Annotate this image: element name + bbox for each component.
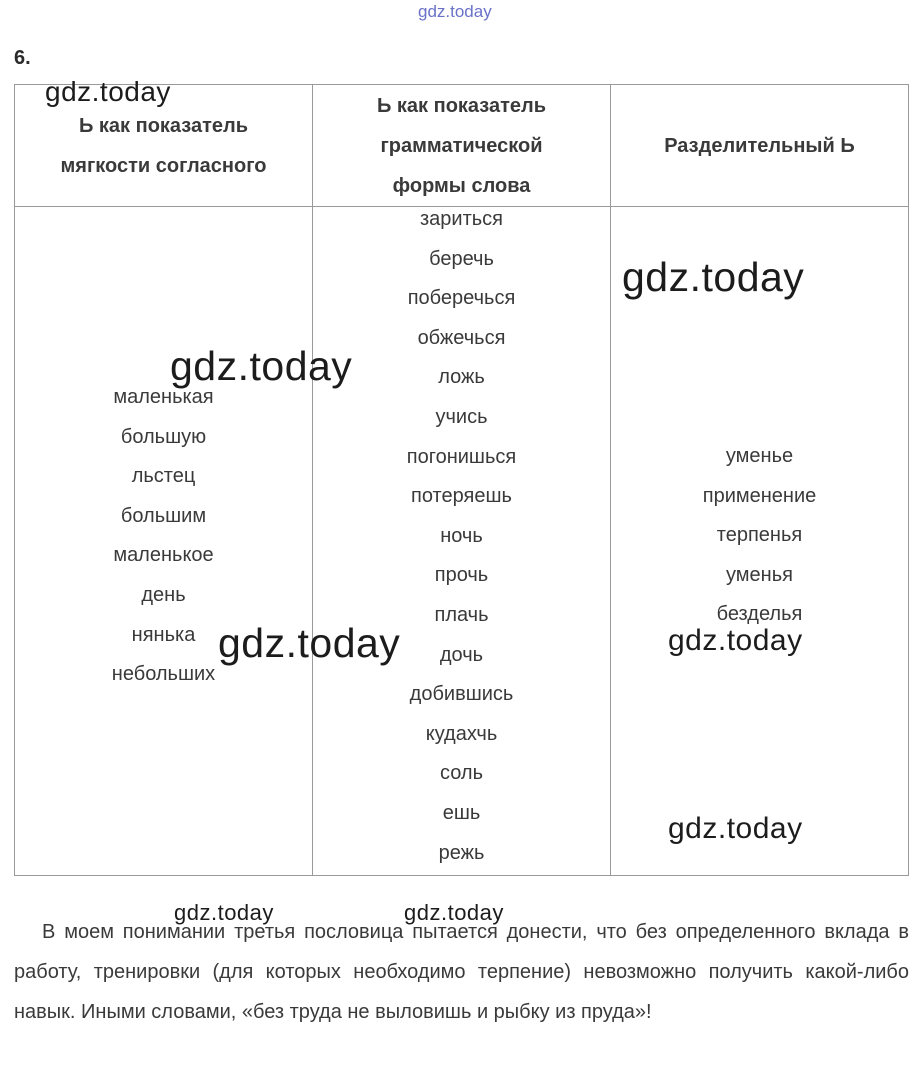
header-line: формы слова bbox=[392, 174, 531, 197]
watermark: gdz.today bbox=[174, 900, 274, 925]
word-item: обжечься bbox=[417, 326, 506, 349]
answer-paragraph: В моем понимании третья пословица пытается донести, что без определенного вклада в работу, тренировки (для которых необходимо терпение) невозможно получить какой-либо навык. Иными словами, «без труда не выловишь и рыбку из пруда»! bbox=[14, 921, 909, 1023]
word-item: соль bbox=[440, 762, 483, 785]
header-separating-soft-sign bbox=[611, 85, 908, 206]
word-item: уменья bbox=[726, 563, 793, 586]
watermark: gdz.today bbox=[404, 900, 504, 925]
top-watermark: gdz.today bbox=[418, 2, 492, 21]
word-item: уменье bbox=[725, 445, 794, 467]
word-item: плачь bbox=[434, 603, 489, 626]
word-item: безделья bbox=[716, 603, 803, 626]
header-line: грамматической bbox=[380, 134, 543, 157]
word-item: день bbox=[141, 583, 186, 606]
task-number: 6. bbox=[14, 47, 31, 69]
watermark: gdz.today bbox=[218, 620, 401, 666]
word-item: беречь bbox=[429, 247, 494, 270]
word-item: добившись bbox=[409, 683, 514, 706]
header-line: Ь как показатель bbox=[376, 94, 547, 117]
word-item: потеряешь bbox=[411, 485, 512, 508]
word-item: ночь bbox=[440, 524, 483, 547]
word-item: маленькая bbox=[113, 386, 214, 408]
column-grammar-words bbox=[313, 200, 610, 873]
word-item: прочь bbox=[434, 564, 489, 587]
header-line: Разделительный Ь bbox=[664, 134, 855, 157]
word-item: ешь bbox=[442, 801, 481, 824]
word-item: кудахчь bbox=[425, 722, 498, 745]
watermark: gdz.today bbox=[45, 76, 171, 107]
word-item: применение bbox=[702, 484, 817, 507]
word-item: большую bbox=[120, 425, 207, 448]
watermark: gdz.today bbox=[170, 343, 353, 389]
answer-table bbox=[14, 84, 909, 876]
word-item: терпенья bbox=[716, 524, 803, 547]
word-item: учись bbox=[435, 405, 488, 428]
watermark: gdz.today bbox=[668, 812, 803, 845]
header-soft-sign-grammar bbox=[313, 85, 610, 206]
word-item: ложь bbox=[438, 366, 485, 389]
word-item: поберечься bbox=[407, 287, 516, 310]
watermark: gdz.today bbox=[668, 624, 803, 657]
header-line: Ь как показатель bbox=[78, 114, 249, 137]
word-item: дочь bbox=[439, 643, 484, 666]
header-line: мягкости согласного bbox=[60, 154, 267, 177]
word-item: режь bbox=[438, 841, 485, 864]
word-item: погонишься bbox=[406, 445, 517, 468]
word-item: небольших bbox=[111, 663, 216, 686]
word-item: нянька bbox=[131, 623, 196, 646]
column-separating-words bbox=[611, 437, 908, 635]
word-item: зариться bbox=[420, 208, 503, 230]
word-item: большим bbox=[120, 504, 207, 527]
word-item: маленькое bbox=[113, 544, 214, 567]
word-item: льстец bbox=[131, 465, 196, 488]
watermark: gdz.today bbox=[622, 254, 805, 300]
